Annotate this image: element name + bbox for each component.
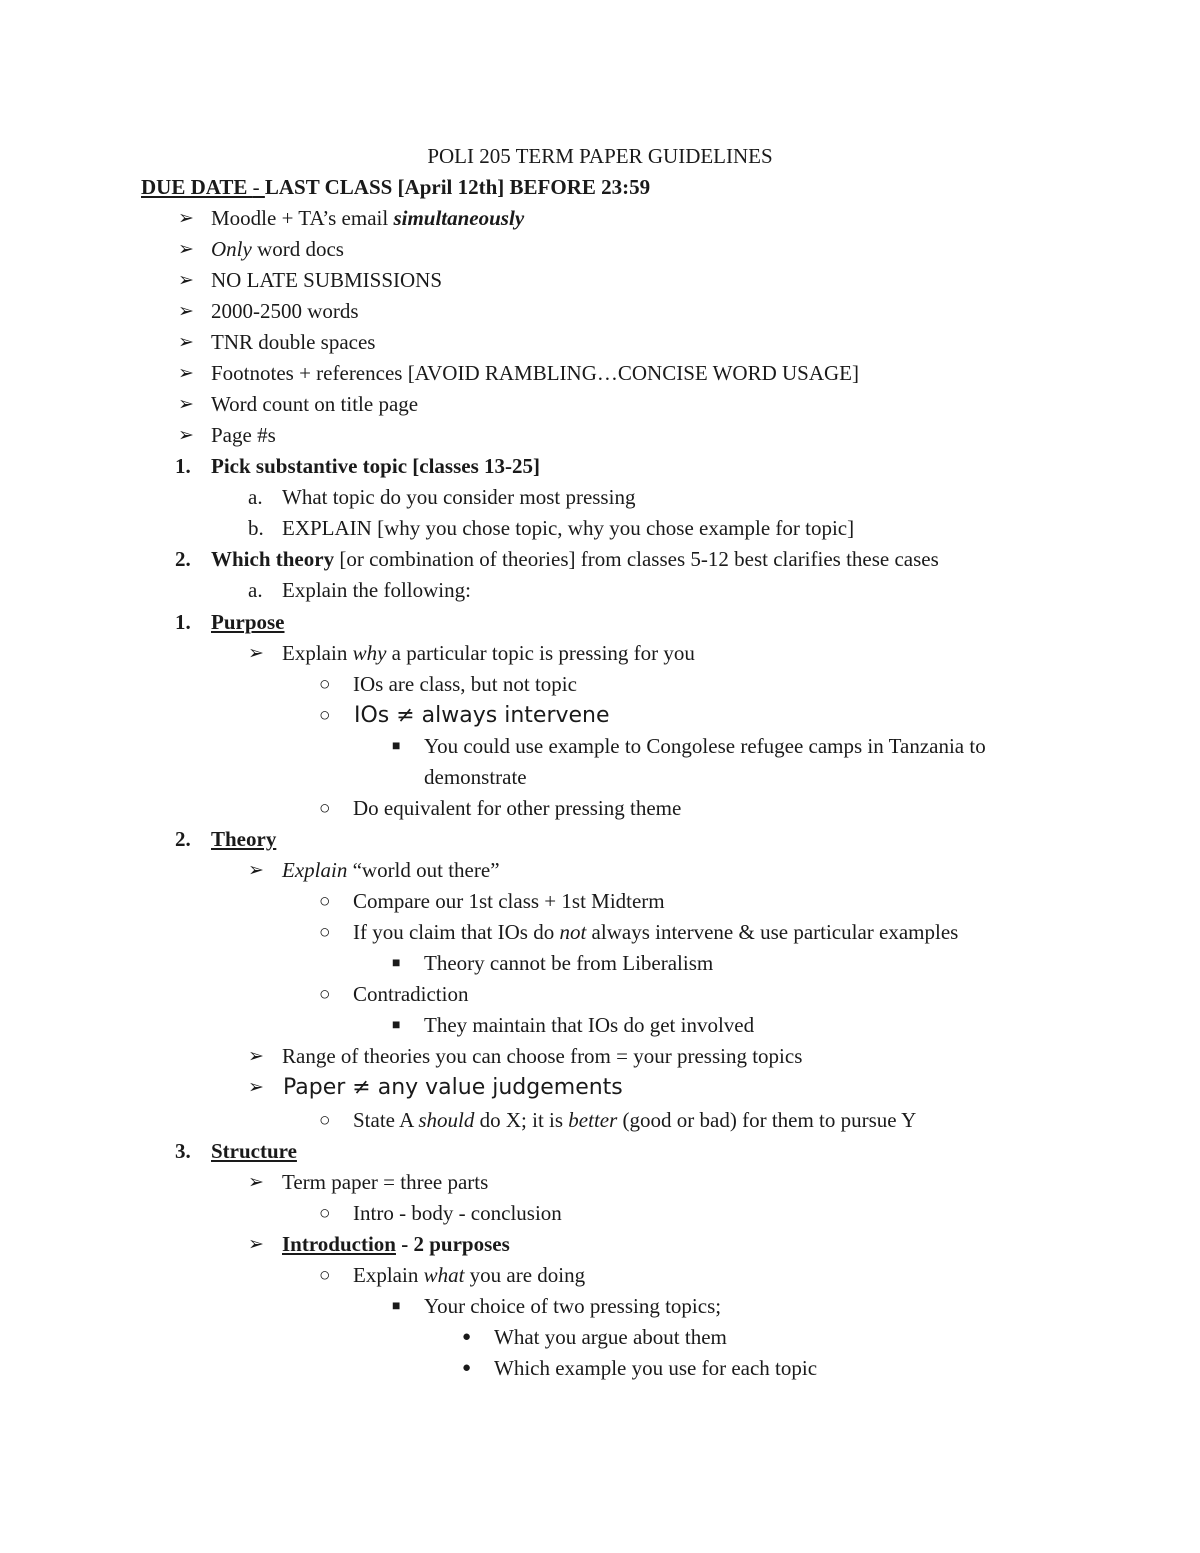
- list-number: 2.: [175, 827, 191, 851]
- arrow-bullet-icon: ➢: [248, 1172, 264, 1193]
- structure-introduction-rest: - 2 purposes: [395, 1232, 510, 1256]
- requirement-tnr: TNR double spaces: [211, 330, 376, 354]
- arrow-bullet-icon: ➢: [248, 1077, 264, 1098]
- due-date-separator: -: [252, 175, 265, 199]
- theory-claim: If you claim that IOs do: [353, 920, 560, 944]
- square-bullet-icon: ■: [392, 956, 401, 971]
- theory-contradiction: Contradiction: [353, 982, 469, 1006]
- purpose-example-continued: demonstrate: [424, 765, 527, 789]
- theory-state-rest: (good or bad) for them to pursue Y: [617, 1108, 917, 1132]
- list-letter: a.: [248, 578, 263, 602]
- circle-bullet-icon: ○: [319, 1203, 331, 1224]
- square-bullet-icon: ■: [392, 1018, 401, 1033]
- arrow-bullet-icon: ➢: [178, 301, 194, 322]
- theory-claim-not: not: [559, 920, 587, 944]
- theory-state-better: better: [568, 1108, 618, 1132]
- theory-explain-rest: “world out there”: [347, 858, 500, 882]
- circle-bullet-icon: ○: [319, 891, 331, 912]
- theory-state: State A: [353, 1108, 419, 1132]
- structure-choice: Your choice of two pressing topics;: [424, 1294, 722, 1318]
- arrow-bullet-icon: ➢: [178, 239, 194, 260]
- square-bullet-icon: ■: [392, 739, 401, 754]
- theory-value-judgements: Paper ≠ any value judgements: [283, 1075, 623, 1100]
- circle-bullet-icon: ○: [319, 922, 331, 943]
- theory-liberalism: Theory cannot be from Liberalism: [424, 951, 714, 975]
- step-explain-choice: EXPLAIN [why you chose topic, why you chose example for topic]: [282, 516, 855, 540]
- structure-which-example: Which example you use for each topic: [494, 1356, 818, 1380]
- theory-explain: Explain: [282, 858, 348, 882]
- arrow-bullet-icon: ➢: [248, 1046, 264, 1067]
- due-date-detail: LAST CLASS [April 12th] BEFORE 23:59: [264, 175, 651, 199]
- theory-claim-rest: always intervene & use particular examples: [586, 920, 959, 944]
- circle-bullet-icon: ○: [319, 798, 331, 819]
- circle-bullet-icon: ○: [319, 984, 331, 1005]
- theory-state-mid: do X; it is: [474, 1108, 569, 1132]
- arrow-bullet-icon: ➢: [178, 332, 194, 353]
- purpose-ios-class: IOs are class, but not topic: [353, 672, 577, 696]
- arrow-bullet-icon: ➢: [248, 860, 264, 881]
- square-bullet-icon: ■: [392, 1299, 401, 1314]
- arrow-bullet-icon: ➢: [248, 1234, 264, 1255]
- structure-argue: What you argue about them: [494, 1325, 727, 1349]
- due-date-label: DUE DATE: [141, 175, 253, 199]
- arrow-bullet-icon: ➢: [178, 425, 194, 446]
- requirement-only: Only: [211, 237, 252, 261]
- arrow-bullet-icon: ➢: [178, 394, 194, 415]
- purpose-heading: Purpose: [211, 610, 285, 634]
- arrow-bullet-icon: ➢: [178, 363, 194, 384]
- arrow-bullet-icon: ➢: [178, 208, 194, 229]
- purpose-explain-rest: a particular topic is pressing for you: [386, 641, 695, 665]
- theory-compare: Compare our 1st class + 1st Midterm: [353, 889, 665, 913]
- dot-bullet-icon: ●: [462, 1360, 472, 1376]
- arrow-bullet-icon: ➢: [248, 643, 264, 664]
- list-letter: b.: [248, 516, 264, 540]
- structure-explain-rest: you are doing: [464, 1263, 586, 1287]
- dot-bullet-icon: ●: [462, 1329, 472, 1345]
- purpose-example: You could use example to Congolese refugee camps in Tanzania to: [424, 734, 986, 758]
- list-number: 2.: [175, 547, 191, 571]
- requirement-late: NO LATE SUBMISSIONS: [211, 268, 443, 292]
- due-date-line: [141, 172, 650, 203]
- step-pick-topic: Pick substantive topic [classes 13-25]: [211, 454, 540, 478]
- requirement-word-count: Word count on title page: [211, 392, 419, 416]
- structure-explain: Explain: [353, 1263, 424, 1287]
- step-pressing-topic: What topic do you consider most pressing: [282, 485, 636, 509]
- requirement-moodle-emphasis: simultaneously: [393, 206, 525, 230]
- list-number: 3.: [175, 1139, 191, 1163]
- purpose-ios-intervene: IOs ≠ always intervene: [354, 703, 610, 728]
- theory-range: Range of theories you can choose from = your pressing topics: [282, 1044, 803, 1068]
- requirement-footnotes: Footnotes + references [AVOID RAMBLING…CONCISE WORD USAGE]: [211, 361, 860, 385]
- theory-state-should: should: [418, 1108, 475, 1132]
- requirement-pages: Page #s: [211, 423, 276, 447]
- list-number: 1.: [175, 454, 191, 478]
- list-number: 1.: [175, 610, 191, 634]
- circle-bullet-icon: ○: [319, 674, 331, 695]
- requirement-words: 2000-2500 words: [211, 299, 359, 323]
- theory-maintain: They maintain that IOs do get involved: [424, 1013, 755, 1037]
- purpose-equivalent: Do equivalent for other pressing theme: [353, 796, 682, 820]
- purpose-explain-why: why: [352, 641, 387, 665]
- circle-bullet-icon: ○: [319, 1110, 331, 1131]
- structure-parts: Intro - body - conclusion: [353, 1201, 562, 1225]
- step-explain-following: Explain the following:: [282, 578, 471, 602]
- step-which-theory: Which theory: [211, 547, 335, 571]
- step-which-theory-rest: [or combination of theories] from classes 5-12 best clarifies these cases: [334, 547, 939, 571]
- list-letter: a.: [248, 485, 263, 509]
- structure-explain-what: what: [423, 1263, 465, 1287]
- purpose-explain: Explain: [282, 641, 353, 665]
- structure-introduction: Introduction: [282, 1232, 396, 1256]
- requirement-word-docs: word docs: [251, 237, 344, 261]
- structure-three-parts: Term paper = three parts: [282, 1170, 489, 1194]
- structure-heading: Structure: [211, 1139, 297, 1163]
- requirement-moodle: Moodle + TA’s email: [211, 206, 394, 230]
- circle-bullet-icon: ○: [319, 1265, 331, 1286]
- theory-heading: Theory: [211, 827, 277, 851]
- arrow-bullet-icon: ➢: [178, 270, 194, 291]
- circle-bullet-icon: ○: [319, 705, 331, 726]
- document-title: POLI 205 TERM PAPER GUIDELINES: [427, 144, 773, 168]
